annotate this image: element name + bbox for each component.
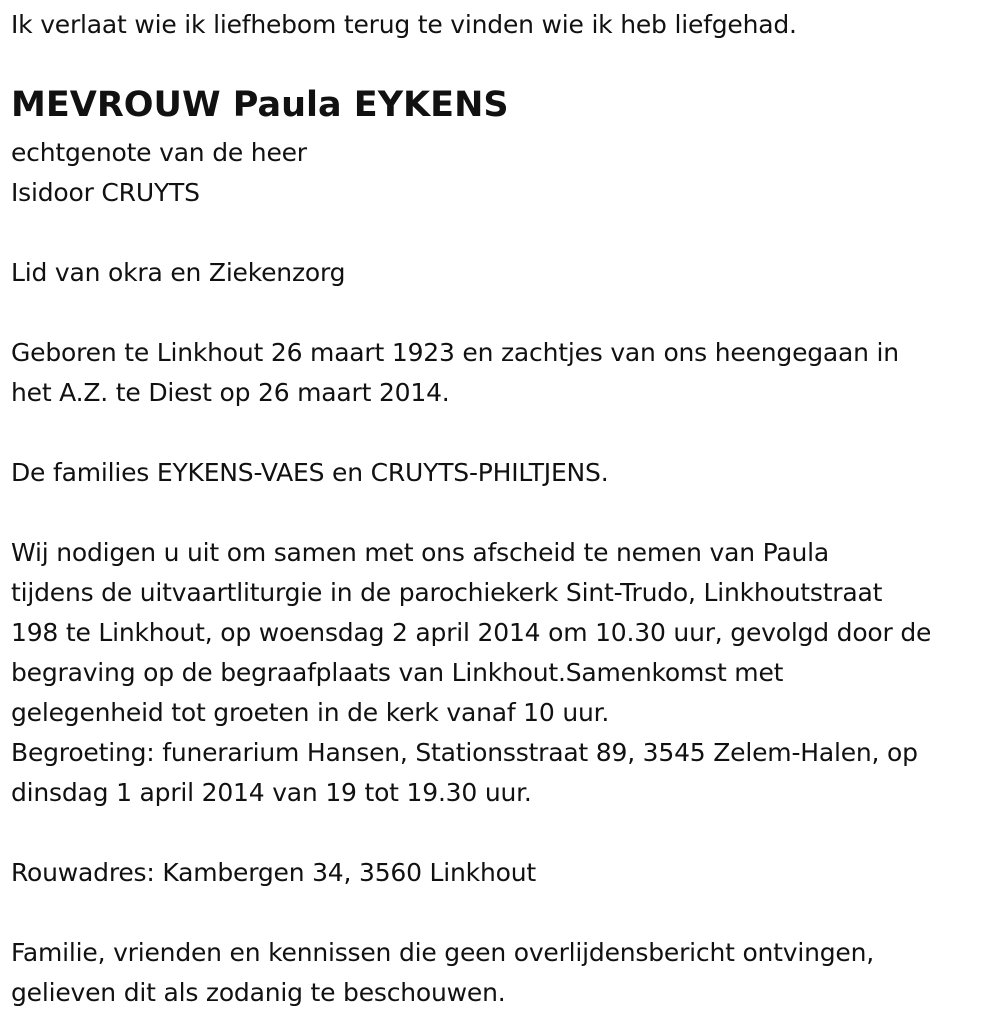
funeral-line-5: gelegenheid tot groeten in de kerk vanaf 10 uur. <box>11 698 610 727</box>
families-line: De families EYKENS-VAES en CRUYTS-PHILTJENS. <box>11 458 609 487</box>
closing-line-1: Familie, vrienden en kennissen die geen overlijdensbericht ontvingen, <box>11 938 875 967</box>
funeral-line-1: Wij nodigen u uit om samen met ons afscheid te nemen van Paula <box>11 538 830 567</box>
funeral-line-3: 198 te Linkhout, op woensdag 2 april 2014 om 10.30 uur, gevolgd door de <box>11 618 932 647</box>
membership-line: Lid van okra en Ziekenzorg <box>11 258 346 287</box>
closing-line-2: gelieven dit als zodanig te beschouwen. <box>11 978 506 1007</box>
motto-line: Ik verlaat wie ik liefhebom terug te vinden wie ik heb liefgehad. <box>11 10 797 39</box>
spouse-line-1: echtgenote van de heer <box>11 138 307 167</box>
visitation-line-2: dinsdag 1 april 2014 van 19 tot 19.30 uur. <box>11 778 532 807</box>
spouse-line-2: Isidoor CRUYTS <box>11 178 200 207</box>
birth-death-line-2: het A.Z. te Diest op 26 maart 2014. <box>11 378 450 407</box>
funeral-line-2: tijdens de uitvaartliturgie in de parochiekerk Sint-Trudo, Linkhoutstraat <box>11 578 883 607</box>
funeral-line-4: begraving op de begraafplaats van Linkhout.Samenkomst met <box>11 658 784 687</box>
birth-death-line-1: Geboren te Linkhout 26 maart 1923 en zachtjes van ons heengegaan in <box>11 338 899 367</box>
visitation-line-1: Begroeting: funerarium Hansen, Stationsstraat 89, 3545 Zelem-Halen, op <box>11 738 918 767</box>
deceased-name: MEVROUW Paula EYKENS <box>11 85 509 125</box>
mourning-address-line: Rouwadres: Kambergen 34, 3560 Linkhout <box>11 858 536 887</box>
